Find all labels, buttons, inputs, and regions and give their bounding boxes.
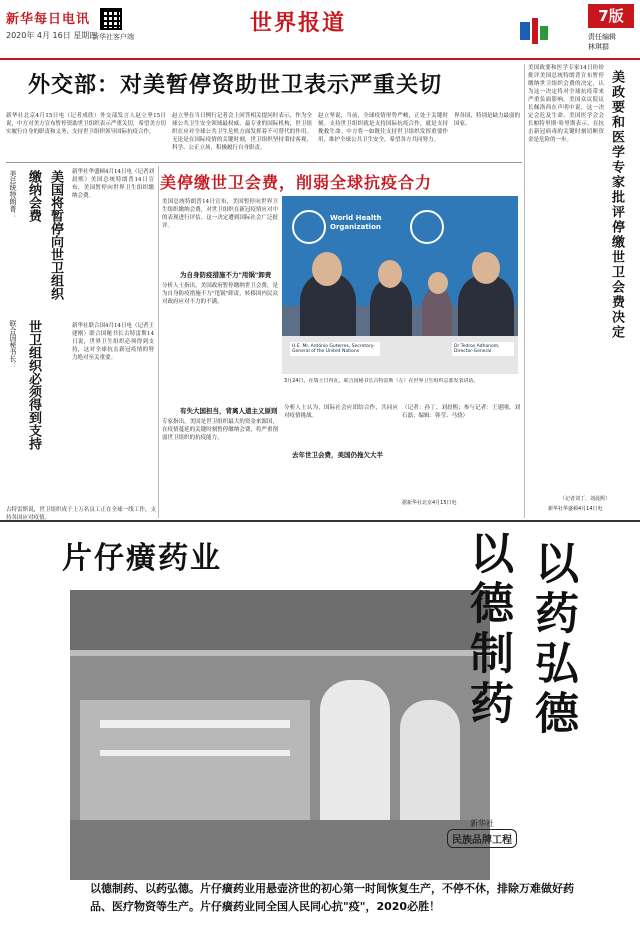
factory-photo xyxy=(70,590,490,880)
nameplate: H.E. Mr. António Guterres, Secretary-General of the United Nations xyxy=(290,342,380,356)
calligraphy-right: 以药弘德 xyxy=(527,540,578,740)
article2-dateline: 据新华社北京4月15日电 xyxy=(402,500,457,506)
side-small-label2: 联合国秘书长： xyxy=(9,320,17,369)
side-vertical-headline2: 世卫组织必须得到支持 xyxy=(26,320,41,450)
qr-code-icon[interactable] xyxy=(100,8,122,30)
right-vertical-headline: 美政要和医学专家批评停缴世卫会费决定 xyxy=(609,70,624,340)
paper-name: 新华每日电讯 xyxy=(6,12,91,27)
attendee-head xyxy=(472,252,500,284)
right-credit: （记者刘丁、刘晨熙） xyxy=(560,496,611,502)
article2-body3: 专家指出，美国是世卫组织最大的资金来源国，在疫情蔓延的关键时刻暂停缴纳会费，将严重削弱世卫组织的抗疫能力。 xyxy=(162,419,278,441)
xinhua-logo-icon xyxy=(520,18,548,44)
side-text1: 新华社华盛顿4月14日电（记者刘晨熙）美国总统特朗普14日宣布，美国暂停向世界卫生组织缴纳会费。 xyxy=(72,169,154,199)
attendee-head xyxy=(378,260,402,288)
article2-headline: 美停缴世卫会费，削弱全球抗疫合力 xyxy=(160,173,433,192)
article1-col1: 新华社北京4月15日电（记者成欣）外交部发言人赵立坚15日说，中方对美方宣布暂停资助世卫组织表示严重关切，希望美方切实履行自身的职责和义务，支持世卫组织领导国际抗疫合作。 xyxy=(6,113,166,135)
side-small-label: 美总统特朗普： xyxy=(9,170,17,219)
machine-rail xyxy=(100,750,290,756)
side-footer: 古特雷斯说，世卫组织成千上万名员工正在全球一线工作，支持各国应对疫情。 xyxy=(6,507,156,520)
ad-tagline: 以德制药、以药弘德。片仔癀药业用悬壶济世的初心第一时间恢复生产，不停不休，排除万难做好药品、医疗物资等生产。片仔癀药业同全国人民同心抗"疫"，2020必胜！ xyxy=(90,882,574,913)
editor-name: 林琪群 xyxy=(588,43,609,51)
article1-col4: 界各国，特别是缺力最弱的国家。 xyxy=(454,113,520,127)
attendee-head xyxy=(428,272,448,294)
right-dateline: 新华社华盛顿4月14日电 xyxy=(548,506,603,512)
section-divider xyxy=(0,520,640,522)
speaker-head xyxy=(312,252,342,286)
article2-credit: （记者：孙丁、刘晨熙；参与记者：王建刚、刘石磊；编辑：韩莹、马骁） xyxy=(402,405,520,419)
factory-ceiling xyxy=(70,590,490,650)
machine xyxy=(80,700,310,820)
article2-subhead3: 去年世卫会费，美国仍拖欠大半 xyxy=(292,451,383,459)
article1-col3: 赵立坚说，当前，全球疫情形势严峻，正处于关键时刻。支持世卫组织就是支持国际抗疫合作，就是支持挽救生命。中方将一如既往支持世卫组织发挥重要作用，维护全球公共卫生安全，希望各方共同努力。 xyxy=(318,113,448,143)
who-emblem-icon xyxy=(410,210,444,244)
machine-rail xyxy=(100,720,290,728)
nameplate: Dr Tedros Adhanom, Director-General xyxy=(452,342,514,356)
side-vertical-headline: 美国将暂停向世卫组织缴纳会费 xyxy=(26,170,63,300)
divider xyxy=(524,64,525,518)
qr-label: 新华社客户端 xyxy=(92,33,134,41)
article1-headline: 外交部：对美暂停资助世卫表示严重关切 xyxy=(28,73,443,98)
who-name: World Health Organization xyxy=(330,214,382,231)
article2-subhead2: 有失大国担当，背离人道主义原则 xyxy=(180,407,278,415)
attendee-figure xyxy=(370,280,412,342)
page-number-badge: 7版 xyxy=(588,4,634,28)
stamp-top: 新华社 xyxy=(470,819,494,828)
article2-body2: 分析人士指出，美国政府暂停缴纳世卫会费，是为自身防疫措施不力"甩锅"卸责，转移国内民众对政府应对不力的不满。 xyxy=(162,283,278,305)
brand-stamp xyxy=(447,818,517,854)
calligraphy-left: 以德制药 xyxy=(462,530,513,730)
photo-caption: 3月24日，在瑞士日内瓦，联合国秘书长古特雷斯（左）在世界卫生组织总部发表讲话。 xyxy=(284,378,479,384)
divider xyxy=(6,162,522,163)
factory-floor xyxy=(70,820,490,880)
article2-body1: 美国总统特朗普14日宣布，美国暂停向世界卫生组织缴纳会费，对世卫组织在新冠疫情应对中的表现进行评估。这一决定遭到国际社会广泛批评。 xyxy=(162,199,278,229)
attendee-figure xyxy=(422,288,452,342)
article1-col2: 赵立坚在当日例行记者会上回答相关提问时表示，作为全球公共卫生安全领域最权威、最专业的国际机构，世卫组织在应对全球公共卫生危机方面发挥着不可替代的作用。无论是在国际疫情的关键时刻，世卫组织坚持秉持客观、科学、公正立场，积极履行自身职责。 xyxy=(172,113,312,151)
article2-body4: 分析人士认为，国际社会应团结合作，共同应对疫情挑战。 xyxy=(284,405,398,419)
stamp-box: 民族品牌工程 xyxy=(447,829,517,848)
editor-credit xyxy=(588,32,616,52)
ad-title: 片仔癀药业 xyxy=(62,541,222,576)
worker-figure xyxy=(320,680,390,830)
news-photo xyxy=(282,196,518,374)
right-text: 美国政要和医学专家14日纷纷批评美国总统特朗普宣布暂停缴纳世卫组织会费的决定，认为这一决定将对全球抗疫带来严重负面影响。美国众议院议长佩洛西在声明中说，这一决定会危及生命。美国医学会会长帕特里斯·哈里斯表示，在抗击新冠病毒的关键时刻切断资金是危险的一步。 xyxy=(528,65,604,143)
editor-label: 责任编辑 xyxy=(588,33,616,41)
side-text2: 新华社联合国4月14日电（记者王建刚）联合国秘书长古特雷斯14日说，世界卫生组织必须得到支持，这对全球抗击新冠疫情的努力绝对至关重要。 xyxy=(72,323,154,361)
article2-subhead1: 为自身防疫措施不力"甩锅"卸责 xyxy=(180,271,272,279)
section-title: 世界报道 xyxy=(250,10,347,36)
who-emblem-icon xyxy=(292,210,326,244)
attendee-figure xyxy=(458,276,514,344)
divider xyxy=(158,166,159,518)
issue-date: 2020年 4月 16日 星期四 xyxy=(6,31,98,40)
masthead xyxy=(0,0,640,60)
ceiling-light xyxy=(70,650,490,656)
